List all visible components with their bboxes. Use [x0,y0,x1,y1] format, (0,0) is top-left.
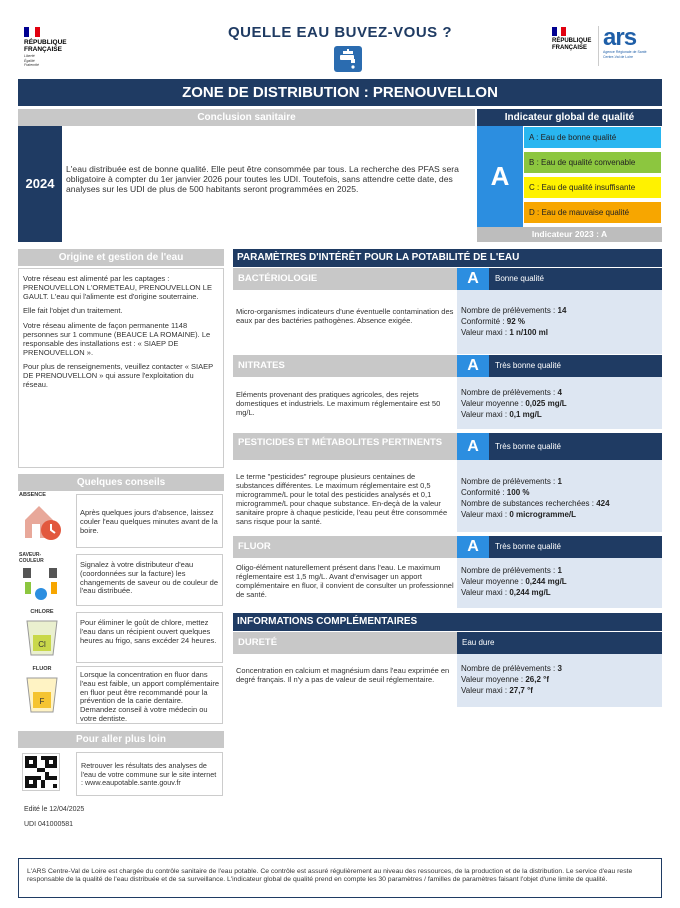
fluor-stats [457,558,662,608]
pest-grade: A [457,433,489,460]
footer-text: L'ARS Centre-Val de Loire est chargée du contrôle sanitaire de l'eau potable. Ce contrôle est assuré régulièrement au niveau des ressources, de la production et de la distribution. Le service d'eau reste responsable de la qualité de l'eau distribuée et de sa surveillance. L'indicateur global de qualité prend en compte les 30 paramètres / familles de paramètres faisant l'objet d'une limite de qualité. [27,868,633,884]
origin-box [18,268,224,468]
tip-tag: FLUOR [32,666,52,672]
stat-label: Nombre de prélèvements : [461,566,558,575]
svg-text:Cl: Cl [38,640,46,649]
info-quality: Eau dure [457,632,662,654]
tips-title: Quelques conseils [18,474,224,491]
stat-row [461,476,658,487]
stat-row [461,409,658,420]
level-label: Eau de qualité insuffisante [541,183,636,192]
chlore-tip-icon [19,609,65,663]
rf-right-line1: RÉPUBLIQUE [552,38,592,44]
stat-row [461,576,658,587]
rf-right-line2: FRANÇAISE [552,44,588,51]
tap-drops-icon [19,564,65,608]
stat-row [461,327,658,338]
saveur-tip-text: Signalez à votre distributeur d'eau (coordonnées sur la facture) les changements de saveur ou de couleur de l'eau distribuée. [76,554,223,606]
stat-value: 0 microgramme/L [509,510,577,519]
stat-value: 26,2 °f [525,675,549,684]
ars-subtitle: Agence Régionale de Santé Centre-Val de Loire [603,50,647,59]
stat-row [461,498,658,509]
nitrates-grade: A [457,355,489,377]
water-tap-icon [334,46,362,72]
stat-value: 1 [557,566,562,575]
stat-row [461,487,658,498]
absence-tip-text: Après quelques jours d'absence, laissez couler l'eau quelques minutes avant de la boire. [76,494,223,548]
absence-tip-icon [19,492,65,546]
stat-value: 14 [557,306,567,315]
tip-tag: ABSENCE [19,492,46,498]
saveur-tip-icon [19,552,65,606]
stat-value: 100 % [506,488,530,497]
conclusion-text: L'eau distribuée est de bonne qualité. Elle peut être consommée par tous. La recherche des PFAS sera obligatoire à compter du 1er janvier 2026 pour toutes les UDI. Toutefois, sans attendre cette date, des analyses sur les UDI de plus de 500 habitants seront programmées en 2025. [66,164,459,194]
fluor-name: FLUOR [233,536,457,558]
further-text: Retrouver les résultats des analyses de l'eau de votre commune sur le site internet : www.eaupotable.sante.gouv.fr [81,761,217,787]
qr-code-icon [25,756,57,788]
stat-label: Valeur moyenne : [461,399,526,408]
indicator-title: Indicateur global de qualité [477,109,662,126]
nitrates-name: NITRATES [233,355,457,377]
conclusion-year: 2024 [18,126,62,242]
rf-motto-2: Égalité [24,58,35,63]
further-box [76,752,223,796]
footer [18,858,662,898]
stat-value: 0,1 mg/L [509,410,542,419]
chlore-tip-text: Pour éliminer le goût de chlore, mettez l'eau dans un récipient ouvert quelques heures au frigo, sans excéder 24 heures. [76,612,223,663]
ars-logo [598,26,658,66]
pest-stats [457,460,662,532]
stat-row [461,509,658,520]
stat-label: Valeur maxi : [461,410,510,419]
origin-title: Origine et gestion de l'eau [18,249,224,266]
stat-row [461,587,658,598]
pest-desc: Le terme "pesticides" regroupe plusieurs centaines de substances différentes. Le maximum réglementaire est 0,5 microgramme/L pour le total des pesticides analysés et 0,1 microgramme/L pour chaque substance. En-deçà de la valeur sanitaire propre à chaque pesticide, l'eau peut être consommée sans risque pour la santé. [236,472,448,526]
quality-level-c: C : Eau de qualité insuffisante [524,177,661,198]
level-letter: D [529,208,535,217]
stat-label: Conformité : [461,317,507,326]
quality-level-d: D : Eau de mauvaise qualité [524,202,661,223]
stat-value: 3 [557,664,562,673]
flag-icon [24,27,40,37]
conclusion-title: Conclusion sanitaire [18,109,475,126]
stat-value: 4 [557,388,562,397]
params-title: PARAMÈTRES D'INTÉRÊT POUR LA POTABILITÉ DE L'EAU [233,249,662,267]
flag-icon [552,27,566,36]
zone-title: ZONE DE DISTRIBUTION : PRENOUVELLON [18,79,662,106]
stat-value: 424 [596,499,610,508]
house-clock-icon [19,498,65,542]
rf-motto-3: Fraternité [24,63,39,67]
edited-date: Edité le 12/04/2025 [24,806,85,813]
rf-line1: RÉPUBLIQUE [24,39,67,46]
rf-logo-right [552,27,596,67]
stat-label: Valeur maxi : [461,588,510,597]
level-label: Eau de mauvaise qualité [541,208,630,217]
pest-name: PESTICIDES ET MÉTABOLITES PERTINENTS [233,433,457,460]
indicator-previous: Indicateur 2023 : A [477,227,662,242]
stat-label: Nombre de prélèvements : [461,388,558,397]
stat-label: Conformité : [461,488,507,497]
stat-row [461,316,658,327]
stat-row [461,387,658,398]
stat-label: Nombre de substances recherchées : [461,499,597,508]
info-name: DURETÉ [233,632,457,654]
level-label: Eau de bonne qualité [540,133,617,142]
stat-label: Valeur moyenne : [461,675,526,684]
quality-level-a: A : Eau de bonne qualité [524,127,661,148]
quality-level-b: B : Eau de qualité convenable [524,152,661,173]
page-title: QUELLE EAU BUVEZ-VOUS ? [227,24,452,41]
glass-fluorine-icon [19,672,65,716]
svg-text:F: F [39,697,45,706]
origin-p1: Votre réseau est alimenté par les captages : PRENOUVELLON L'ORMETEAU, PRENOUVELLON LE GAULT. L'eau qui l'alimente est d'origine souterraine. [23,274,212,301]
nitrates-stats [457,377,662,429]
origin-p2: Elle fait l'objet d'un traitement. [23,306,123,316]
bact-grade: A [457,268,489,290]
stat-label: Valeur maxi : [461,328,510,337]
stat-value: 1 n/100 ml [509,328,548,337]
stat-value: 27,7 °f [509,686,533,695]
glass-chlorine-icon [19,615,65,659]
bact-stats [457,290,662,354]
fluor-tip-text: Lorsque la concentration en fluor dans l'eau est faible, un apport complémentaire en fluor peut être recommandé pour la prévention de la carie dentaire. Demandez conseil à votre médecin ou votre dentiste. [76,666,223,724]
nitrates-desc: Eléments provenant des pratiques agricoles, des rejets domestiques et industriels. Le maximum réglementaire est 50 mg/L. [236,390,441,417]
stat-label: Valeur maxi : [461,510,510,519]
info-desc: Concentration en calcium et magnésium dans l'eau exprimée en degré français. Il n'y a pas de valeur de seuil réglementaire. [236,666,450,684]
fluor-tip-icon [19,666,65,720]
level-letter: A [529,133,534,142]
bact-name: BACTÉRIOLOGIE [233,268,457,290]
origin-p4: Pour plus de renseignements, veuillez contacter « SIAEP DE PRENOUVELLON » qui assure l'exploitation du réseau. [23,362,213,389]
fluor-desc: Oligo-élément naturellement présent dans l'eau. Le maximum réglementaire est 1,5 mg/L. Avant d'envisager un apport complémentaire en fluor, il convient de consulter un professionnel de santé. [236,563,454,599]
indicator-grade: A [477,126,523,226]
stat-row [461,565,658,576]
level-letter: C [529,183,535,192]
level-letter: B [529,158,535,167]
origin-p3: Votre réseau alimente de façon permanente 1148 personnes sur 1 commune (BEAUCE LA ROMAINE). Le responsable des installations est : « SIAEP DE PRENOUVELLON ». [23,321,211,357]
info-stats [457,654,662,707]
rf-logo-left [24,27,84,71]
rf-line2: FRANÇAISE [24,46,62,53]
rf-motto-1: Liberté [24,54,35,58]
udi-code: UDI 041000581 [24,821,74,828]
fluor-quality: Très bonne qualité [489,536,662,558]
info-title: INFORMATIONS COMPLÉMENTAIRES [233,613,662,631]
bact-quality: Bonne qualité [489,268,662,290]
ars-wordmark: ars [603,24,637,51]
stat-value: 1 [557,477,562,486]
stat-value: 92 % [506,317,526,326]
fluor-grade: A [457,536,489,558]
stat-row [461,685,658,696]
stat-value: 0,025 mg/L [525,399,567,408]
stat-label: Valeur maxi : [461,686,510,695]
qr-code [22,753,60,791]
stat-row [461,398,658,409]
nitrates-quality: Très bonne qualité [489,355,662,377]
further-title: Pour aller plus loin [18,731,224,748]
stat-row [461,674,658,685]
stat-row [461,305,658,316]
stat-label: Nombre de prélèvements : [461,306,558,315]
stat-label: Nombre de prélèvements : [461,664,558,673]
stat-value: 0,244 mg/L [525,577,567,586]
bact-desc: Micro-organismes indicateurs d'une éventuelle contamination des eaux par des bactéries pathogènes. Absence exigée. [236,307,454,325]
stat-value: 0,244 mg/L [509,588,551,597]
tip-tag: CHLORE [30,609,54,615]
tip-tag: SAVEUR-COULEUR [19,552,44,564]
pest-quality: Très bonne qualité [489,433,662,460]
stat-row [461,663,658,674]
stat-label: Valeur moyenne : [461,577,526,586]
stat-label: Nombre de prélèvements : [461,477,558,486]
level-label: Eau de qualité convenable [541,158,636,167]
